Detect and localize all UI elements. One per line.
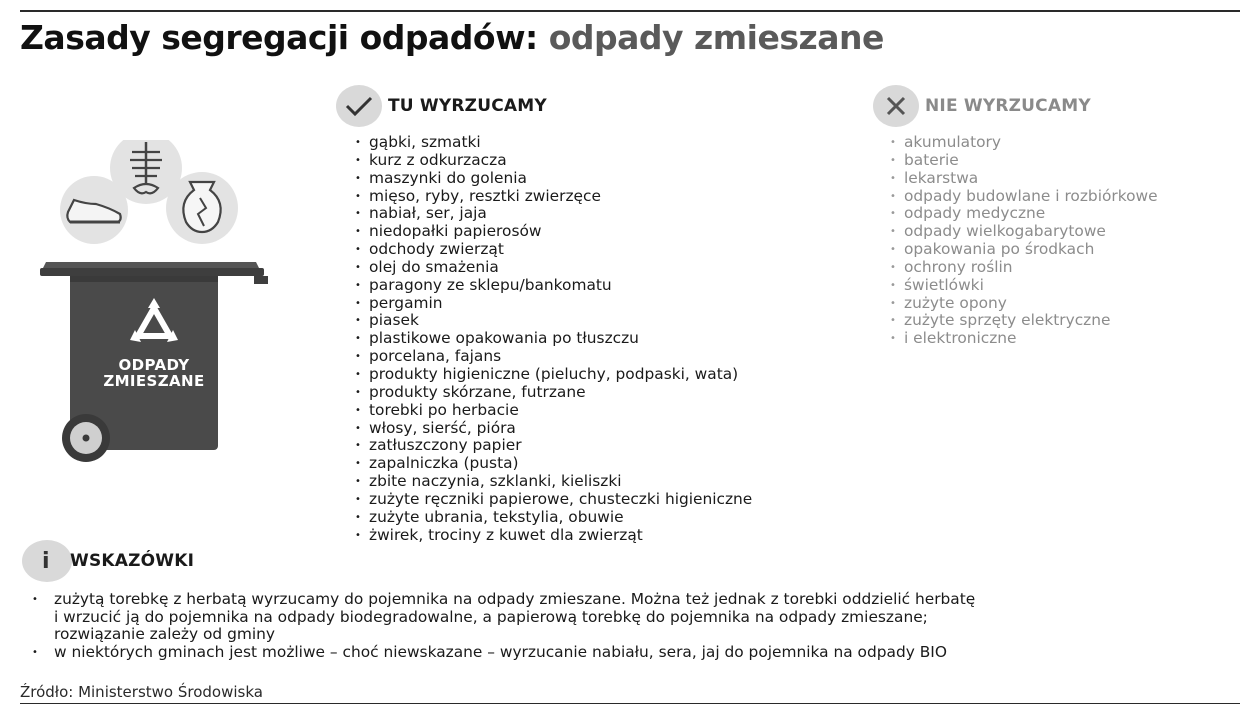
bottom-rule (20, 703, 1240, 704)
allowed-heading-label: TU WYRZUCAMY (388, 96, 547, 116)
list-item: • odpady wielkogabarytowe (880, 223, 1158, 241)
list-item: • zużyte sprzęty elektryczne (880, 312, 1158, 330)
list-item: • baterie (880, 152, 1158, 170)
tip-item (22, 591, 975, 644)
bin-label-line1: ODPADY (118, 356, 190, 374)
list-item: • mięso, ryby, resztki zwierzęce (345, 188, 752, 206)
bin-wheel (62, 414, 110, 462)
tips-heading-label: WSKAZÓWKI (70, 551, 195, 571)
title-accent: odpady zmieszane (548, 18, 884, 57)
list-item: • świetlówki (880, 277, 1158, 295)
bin-label-line2: ZMIESZANE (103, 372, 205, 390)
title-main: Zasady segregacji odpadów: (20, 18, 549, 57)
forbidden-list (880, 134, 1158, 348)
tip-line: • zużytą torebkę z herbatą wyrzucamy do pojemnika na odpady zmieszane. Można też jednak z torebki oddzielić herbatę (54, 590, 976, 608)
checkmark-icon (336, 85, 382, 127)
list-item: • paragony ze sklepu/bankomatu (345, 277, 752, 295)
allowed-heading (336, 85, 547, 127)
list-item: • maszynki do golenia (345, 170, 752, 188)
list-item: • produkty higieniczne (pieluchy, podpaski, wata) (345, 366, 752, 384)
cross-icon (873, 85, 919, 127)
list-item: • opakowania po środkach (880, 241, 1158, 259)
list-item: • torebki po herbacie (345, 402, 752, 420)
waste-bin (40, 262, 268, 462)
list-item: • kurz z odkurzacza (345, 152, 752, 170)
list-item: • gąbki, szmatki (345, 134, 752, 152)
tips-list (22, 591, 975, 661)
list-item: • olej do smażenia (345, 259, 752, 277)
list-item: • piasek (345, 312, 752, 330)
page-title (20, 18, 884, 57)
tip-item (22, 644, 975, 662)
source-note: Źródło: Ministerstwo Środowiska (20, 683, 263, 701)
list-item: • plastikowe opakowania po tłuszczu (345, 330, 752, 348)
list-item: • nabiał, ser, jaja (345, 205, 752, 223)
tips-heading (22, 540, 194, 582)
list-item: • produkty skórzane, futrzane (345, 384, 752, 402)
bin-illustration (34, 140, 284, 470)
tip-line: rozwiązanie zależy od gminy (54, 625, 275, 643)
allowed-list (345, 134, 752, 544)
tip-line: • w niektórych gminach jest możliwe – choć niewskazane – wyrzucanie nabiału, sera, jaj do pojemnika na odpady BIO (54, 642, 947, 661)
list-item: • zużyte ręczniki papierowe, chusteczki higieniczne (345, 491, 752, 509)
list-item: • odchody zwierząt (345, 241, 752, 259)
shoe-icon (60, 176, 128, 244)
list-item: • odpady medyczne (880, 205, 1158, 223)
broken-vase-icon (166, 172, 238, 244)
tip-line: i wrzucić ją do pojemnika na odpady biodegradowalne, a papierową torebkę do pojemnika na odpady zmieszane; (54, 607, 928, 626)
top-rule (20, 10, 1240, 12)
list-item: • i elektroniczne (880, 330, 1158, 348)
list-item: • zapalniczka (pusta) (345, 455, 752, 473)
forbidden-heading (873, 85, 1091, 127)
list-item: • żwirek, trociny z kuwet dla zwierząt (345, 527, 752, 545)
list-item: • zbite naczynia, szklanki, kieliszki (345, 473, 752, 491)
list-item: • zużyte ubrania, tekstylia, obuwie (345, 509, 752, 527)
list-item: • pergamin (345, 295, 752, 313)
list-item: • zatłuszczony papier (345, 437, 752, 455)
info-icon: i (22, 540, 72, 582)
list-item: • ochrony roślin (880, 259, 1158, 277)
list-item: • niedopałki papierosów (345, 223, 752, 241)
forbidden-heading-label: NIE WYRZUCAMY (925, 96, 1091, 116)
list-item: • zużyte opony (880, 295, 1158, 313)
list-item: • lekarstwa (880, 170, 1158, 188)
list-item: • odpady budowlane i rozbiórkowe (880, 188, 1158, 206)
list-item: • porcelana, fajans (345, 348, 752, 366)
list-item: • włosy, sierść, pióra (345, 420, 752, 438)
list-item: • akumulatory (880, 134, 1158, 152)
